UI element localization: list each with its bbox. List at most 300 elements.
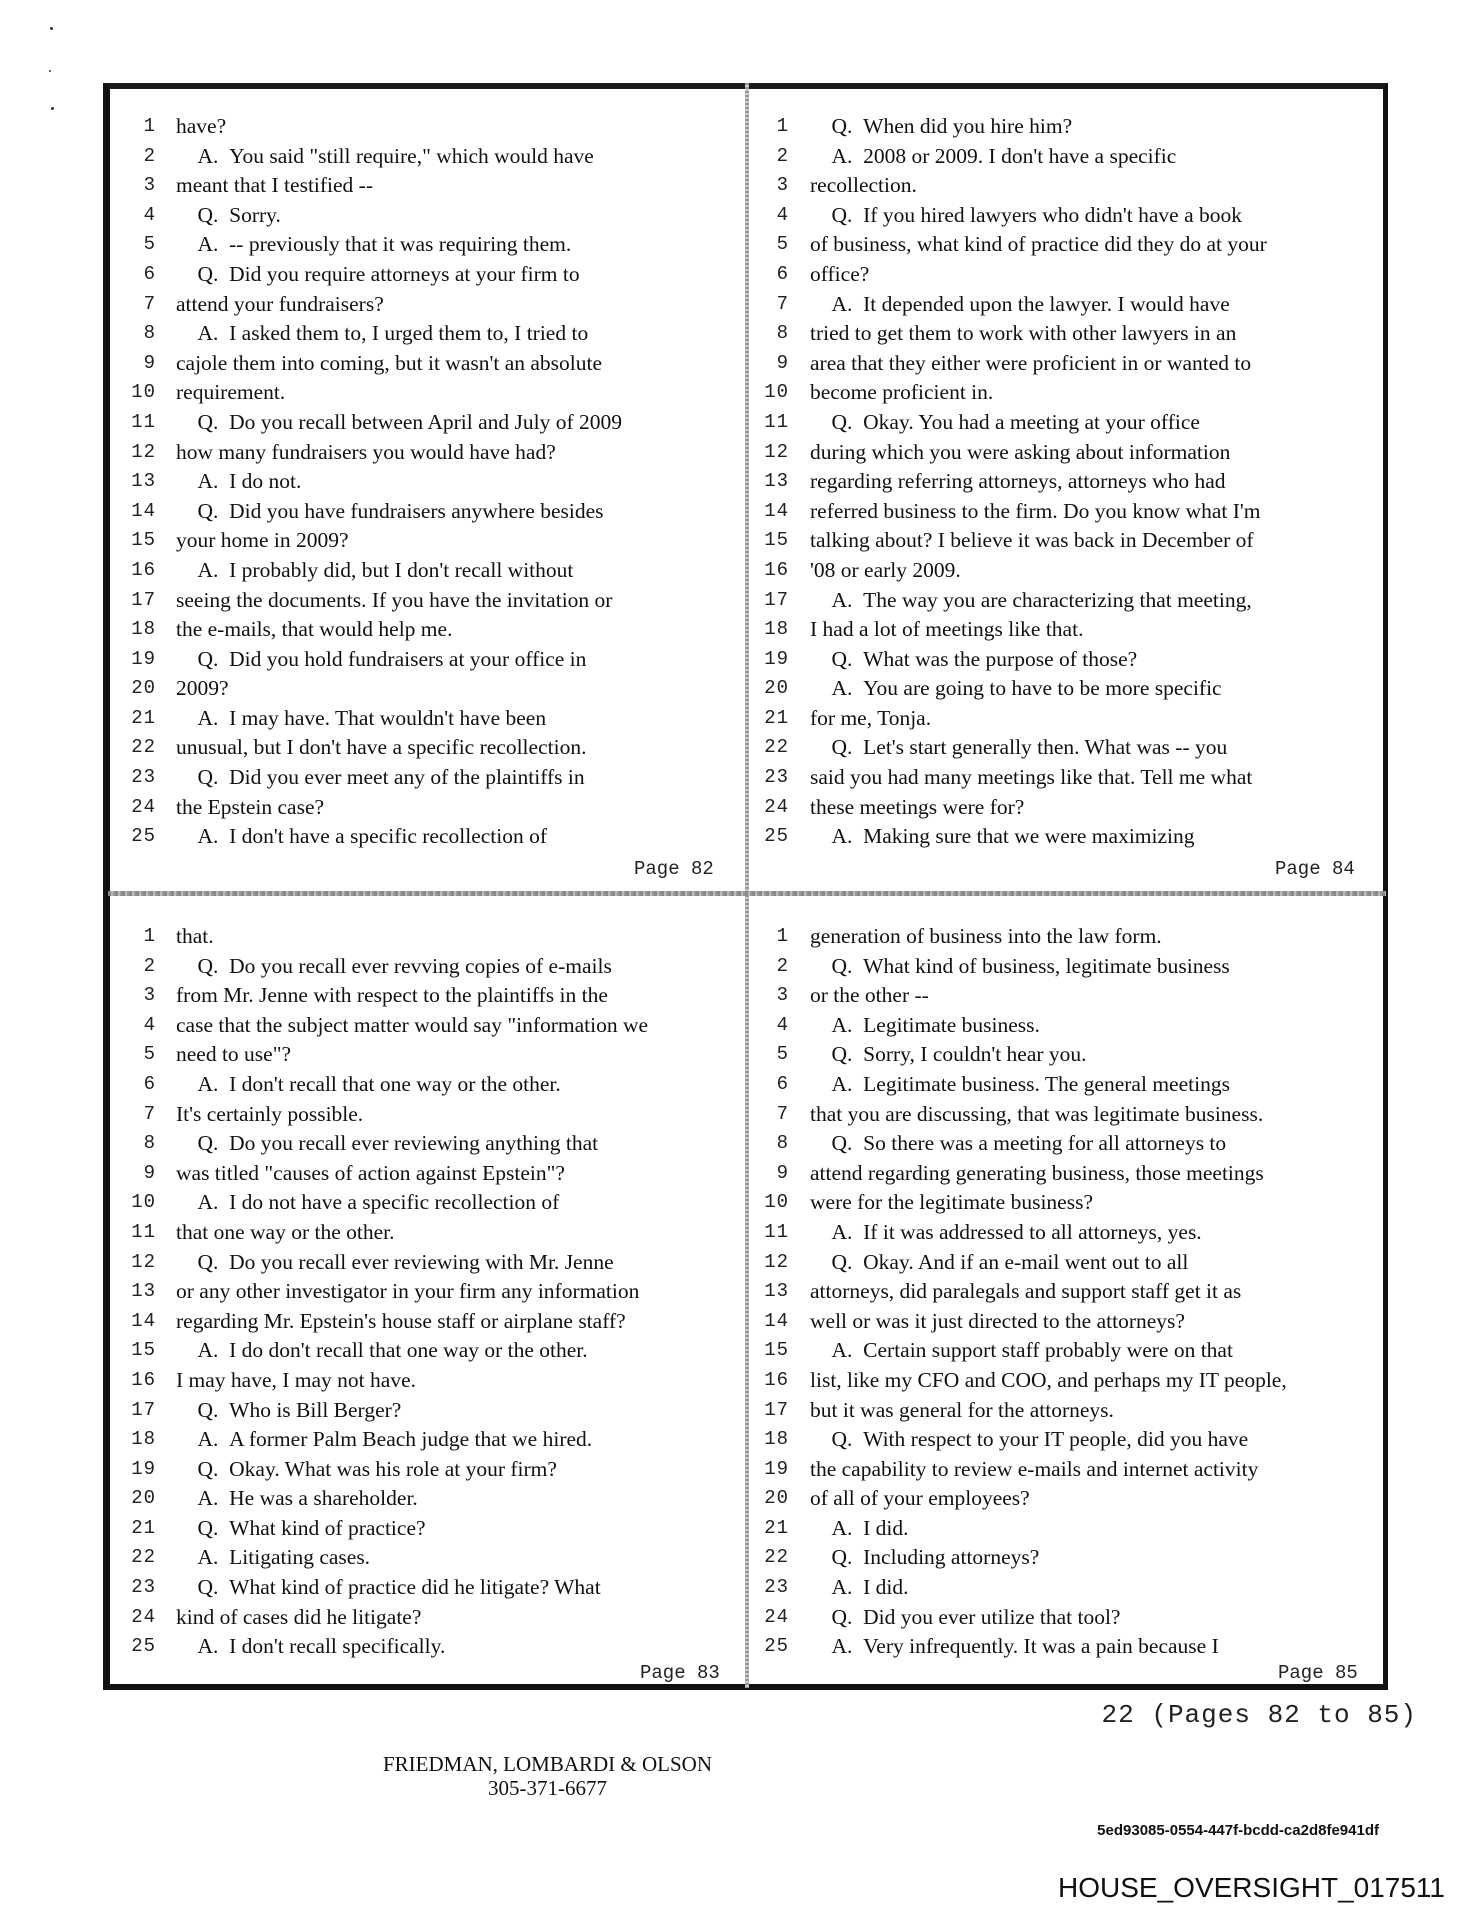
line-number: 13 (131, 1280, 156, 1303)
line-text: A. I do don't recall that one way or the other. (176, 1338, 588, 1363)
line-text: Q. Did you hold fundraisers at your office in (176, 646, 587, 671)
horizontal-page-divider (108, 891, 1386, 896)
transcript-line (755, 319, 1385, 349)
line-text: Q. Did you require attorneys at your firm to (176, 261, 580, 286)
line-text: your home in 2009? (176, 528, 349, 553)
transcript-line (755, 952, 1385, 982)
line-number: 2 (776, 954, 789, 977)
transcript-line (755, 615, 1385, 645)
transcript-line (755, 1366, 1385, 1396)
line-number: 9 (143, 1161, 156, 1184)
line-number: 23 (131, 766, 156, 789)
line-text: attend regarding generating business, those meetings (810, 1160, 1264, 1185)
transcript-line (755, 378, 1385, 408)
transcript-line (112, 319, 742, 349)
line-number: 24 (764, 1605, 789, 1628)
line-text: meant that I testified -- (176, 173, 374, 198)
line-number: 3 (776, 174, 789, 197)
line-text: was titled "causes of action against Epstein"? (176, 1160, 565, 1185)
line-text: '08 or early 2009. (810, 557, 961, 582)
transcript-line (112, 981, 742, 1011)
line-text: Q. If you hired lawyers who didn't have a book (810, 202, 1242, 227)
line-text: generation of business into the law form. (810, 924, 1162, 948)
line-number: 11 (131, 1220, 156, 1243)
line-text: for me, Tonja. (810, 705, 932, 730)
line-text: A. Making sure that we were maximizing (810, 824, 1195, 849)
line-number: 11 (764, 1220, 789, 1243)
line-text: A. I do not have a specific recollection of (176, 1190, 560, 1215)
page-label: Page 83 (640, 1662, 720, 1684)
line-number: 15 (131, 1339, 156, 1362)
line-text: office? (810, 261, 870, 286)
transcript-line (755, 171, 1385, 201)
line-number: 7 (776, 1102, 789, 1125)
line-text: need to use"? (176, 1042, 292, 1067)
line-text: A. Litigating cases. (176, 1545, 371, 1570)
line-text: A. The way you are characterizing that meeting, (810, 587, 1252, 612)
line-text: Q. Who is Bill Berger? (176, 1397, 402, 1422)
line-number: 25 (764, 825, 789, 848)
line-number: 6 (143, 1072, 156, 1095)
line-number: 12 (764, 440, 789, 463)
line-text: A. I asked them to, I urged them to, I tried to (176, 321, 589, 346)
transcript-page-85 (755, 922, 1385, 1662)
line-text: attorneys, did paralegals and support staff get it as (810, 1279, 1242, 1304)
transcript-line (755, 1396, 1385, 1426)
transcript-line (755, 201, 1385, 231)
line-text: A. It depended upon the lawyer. I would have (810, 291, 1230, 316)
line-text: Q. Sorry. (176, 202, 281, 227)
line-number: 19 (764, 1457, 789, 1480)
transcript-line (112, 1573, 742, 1603)
transcript-line (112, 112, 742, 142)
transcript-line (755, 230, 1385, 260)
line-text: talking about? I believe it was back in December of (810, 528, 1254, 553)
line-number: 19 (764, 647, 789, 670)
line-number: 20 (764, 1487, 789, 1510)
transcript-line (112, 1011, 742, 1041)
line-number: 12 (764, 1250, 789, 1273)
line-text: unusual, but I don't have a specific recollection. (176, 735, 587, 760)
transcript-line (755, 290, 1385, 320)
line-text: A. I probably did, but I don't recall without (176, 557, 574, 582)
transcript-line (112, 674, 742, 704)
line-number: 23 (131, 1576, 156, 1599)
line-text: A. I did. (810, 1575, 909, 1600)
transcript-line (755, 408, 1385, 438)
transcript-line (112, 1455, 742, 1485)
line-text: requirement. (176, 380, 286, 405)
transcript-line (755, 704, 1385, 734)
line-text: Q. Including attorneys? (810, 1545, 1040, 1570)
line-text: Q. Sorry, I couldn't hear you. (810, 1042, 1087, 1067)
transcript-line (112, 1484, 742, 1514)
line-text: A. Very infrequently. It was a pain because I (810, 1634, 1219, 1659)
scan-speck (50, 27, 53, 30)
transcript-line (755, 497, 1385, 527)
line-text: well or was it just directed to the attorneys? (810, 1308, 1185, 1333)
transcript-line (755, 1070, 1385, 1100)
court-reporter-firm (0, 1752, 1277, 1800)
line-text: list, like my CFO and COO, and perhaps my IT people, (810, 1367, 1287, 1392)
line-number: 17 (764, 588, 789, 611)
line-number: 15 (131, 529, 156, 552)
transcript-line (755, 674, 1385, 704)
line-number: 16 (764, 1368, 789, 1391)
line-number: 15 (764, 529, 789, 552)
line-number: 4 (143, 1013, 156, 1036)
transcript-line (112, 1277, 742, 1307)
transcript-line (112, 1425, 742, 1455)
line-number: 3 (776, 984, 789, 1007)
line-number: 10 (764, 381, 789, 404)
line-text: Q. Let's start generally then. What was -- you (810, 735, 1228, 760)
line-text: of all of your employees? (810, 1486, 1030, 1511)
line-text: that. (176, 924, 214, 948)
transcript-line (112, 645, 742, 675)
transcript-line (755, 793, 1385, 823)
line-text: seeing the documents. If you have the invitation or (176, 587, 613, 612)
transcript-line (755, 1129, 1385, 1159)
line-text: A. I may have. That wouldn't have been (176, 705, 547, 730)
transcript-line (755, 1248, 1385, 1278)
line-text: Q. What kind of business, legitimate business (810, 953, 1230, 978)
line-text: Q. Do you recall ever revving copies of e-mails (176, 953, 612, 978)
transcript-line (755, 645, 1385, 675)
transcript-line (755, 438, 1385, 468)
line-text: or the other -- (810, 983, 929, 1008)
line-text: A. If it was addressed to all attorneys, yes. (810, 1219, 1202, 1244)
transcript-line (755, 1159, 1385, 1189)
line-number: 19 (131, 1457, 156, 1480)
page-range-summary: 22 (Pages 82 to 85) (1101, 1700, 1417, 1730)
transcript-line (112, 497, 742, 527)
line-number: 25 (764, 1635, 789, 1658)
transcript-line (112, 526, 742, 556)
line-text: A. Legitimate business. (810, 1012, 1040, 1037)
line-number: 20 (131, 1487, 156, 1510)
line-text: kind of cases did he litigate? (176, 1604, 422, 1629)
firm-phone: 305-371-6677 (488, 1776, 607, 1800)
line-text: A. You said "still require," which would have (176, 143, 594, 168)
line-number: 11 (131, 410, 156, 433)
line-number: 18 (764, 618, 789, 641)
line-text: A. I do not. (176, 469, 302, 494)
line-number: 9 (776, 351, 789, 374)
transcript-line (112, 793, 742, 823)
transcript-line (755, 1040, 1385, 1070)
line-number: 24 (131, 795, 156, 818)
line-text: case that the subject matter would say "information we (176, 1012, 649, 1037)
line-number: 2 (776, 144, 789, 167)
line-number: 15 (764, 1339, 789, 1362)
transcript-line (755, 922, 1385, 952)
line-number: 22 (131, 1546, 156, 1569)
transcript-line (755, 260, 1385, 290)
line-text: were for the legitimate business? (810, 1190, 1093, 1215)
transcript-line (112, 230, 742, 260)
transcript-line (112, 1307, 742, 1337)
line-text: regarding Mr. Epstein's house staff or airplane staff? (176, 1308, 626, 1333)
line-text: A. 2008 or 2009. I don't have a specific (810, 143, 1177, 168)
scan-speck (49, 70, 51, 72)
line-number: 17 (131, 1398, 156, 1421)
line-number: 16 (131, 558, 156, 581)
line-text: Q. What was the purpose of those? (810, 646, 1138, 671)
line-text: A. He was a shareholder. (176, 1486, 418, 1511)
line-number: 21 (131, 706, 156, 729)
transcript-line (755, 1484, 1385, 1514)
transcript-line (755, 1188, 1385, 1218)
line-text: Q. Do you recall between April and July of 2009 (176, 409, 623, 434)
line-text: I may have, I may not have. (176, 1367, 416, 1392)
line-number: 3 (143, 984, 156, 1007)
line-text: Q. So there was a meeting for all attorneys to (810, 1131, 1227, 1156)
line-text: of business, what kind of practice did they do at your (810, 232, 1267, 257)
line-number: 25 (131, 825, 156, 848)
transcript-line (755, 1455, 1385, 1485)
transcript-line (755, 1543, 1385, 1573)
line-number: 4 (776, 203, 789, 226)
line-number: 14 (764, 499, 789, 522)
transcript-line (755, 526, 1385, 556)
transcript-line (112, 408, 742, 438)
transcript-line (755, 1011, 1385, 1041)
transcript-line (755, 1307, 1385, 1337)
line-text: A. A former Palm Beach judge that we hired. (176, 1427, 593, 1452)
line-text: during which you were asking about information (810, 439, 1231, 464)
line-number: 13 (131, 470, 156, 493)
transcript-line (112, 922, 742, 952)
transcript-line (112, 1396, 742, 1426)
vertical-page-divider (745, 83, 749, 1688)
bates-number: HOUSE_OVERSIGHT_017511 (1058, 1872, 1445, 1903)
transcript-line (112, 349, 742, 379)
line-number: 3 (143, 174, 156, 197)
line-number: 7 (143, 292, 156, 315)
transcript-line (112, 952, 742, 982)
line-text: from Mr. Jenne with respect to the plaintiffs in the (176, 983, 608, 1008)
line-number: 20 (131, 677, 156, 700)
transcript-line (112, 1514, 742, 1544)
line-text: Q. Do you recall ever reviewing with Mr. Jenne (176, 1249, 614, 1274)
transcript-line (755, 1632, 1385, 1662)
transcript-line (112, 1040, 742, 1070)
line-text: have? (176, 114, 227, 138)
line-number: 24 (131, 1605, 156, 1628)
scan-speck (51, 107, 54, 110)
line-number: 14 (131, 1309, 156, 1332)
line-text: Q. Okay. You had a meeting at your office (810, 409, 1200, 434)
line-text: Q. When did you hire him? (810, 114, 1073, 138)
transcript-line (112, 1336, 742, 1366)
line-text: Q. Okay. And if an e-mail went out to all (810, 1249, 1189, 1274)
line-number: 24 (764, 795, 789, 818)
transcript-line (755, 733, 1385, 763)
transcript-line (112, 201, 742, 231)
line-number: 21 (131, 1516, 156, 1539)
transcript-line (112, 1248, 742, 1278)
line-number: 6 (776, 262, 789, 285)
line-text: attend your fundraisers? (176, 291, 384, 316)
transcript-line (755, 1514, 1385, 1544)
line-number: 1 (776, 115, 789, 137)
line-number: 5 (143, 233, 156, 256)
line-number: 1 (776, 925, 789, 947)
transcript-line (112, 556, 742, 586)
line-text: A. Certain support staff probably were on that (810, 1338, 1233, 1363)
line-text: said you had many meetings like that. Tell me what (810, 765, 1253, 790)
transcript-line (112, 438, 742, 468)
line-number: 18 (764, 1428, 789, 1451)
page-label: Page 82 (634, 858, 714, 880)
document-id: 5ed93085-0554-447f-bcdd-ca2d8fe941df (1097, 1822, 1379, 1839)
line-text: A. You are going to have to be more specific (810, 676, 1222, 701)
line-number: 4 (776, 1013, 789, 1036)
line-text: A. I don't recall specifically. (176, 1634, 446, 1659)
line-number: 5 (776, 1043, 789, 1066)
line-number: 21 (764, 1516, 789, 1539)
line-number: 17 (764, 1398, 789, 1421)
transcript-line (755, 763, 1385, 793)
transcript-line (112, 260, 742, 290)
transcript-line (112, 1603, 742, 1633)
transcript-line (112, 763, 742, 793)
transcript-line (755, 1277, 1385, 1307)
transcript-line (755, 1425, 1385, 1455)
line-text: area that they either were proficient in or wanted to (810, 350, 1252, 375)
line-number: 9 (776, 1161, 789, 1184)
line-number: 18 (131, 1428, 156, 1451)
line-text: Q. Okay. What was his role at your firm? (176, 1456, 557, 1481)
line-number: 10 (131, 381, 156, 404)
line-number: 5 (143, 1043, 156, 1066)
line-text: or any other investigator in your firm any information (176, 1279, 640, 1304)
line-text: recollection. (810, 173, 917, 198)
line-number: 10 (764, 1191, 789, 1214)
line-number: 7 (143, 1102, 156, 1125)
line-number: 16 (131, 1368, 156, 1391)
transcript-line (112, 1632, 742, 1662)
line-number: 6 (143, 262, 156, 285)
line-number: 13 (764, 1280, 789, 1303)
line-number: 21 (764, 706, 789, 729)
line-number: 23 (764, 1576, 789, 1599)
transcript-page-83 (112, 922, 742, 1662)
transcript-line (112, 1159, 742, 1189)
transcript-line (112, 1100, 742, 1130)
line-number: 17 (131, 588, 156, 611)
line-number: 16 (764, 558, 789, 581)
line-text: these meetings were for? (810, 794, 1025, 819)
transcript-line (755, 112, 1385, 142)
line-number: 22 (131, 736, 156, 759)
transcript-line (755, 1218, 1385, 1248)
line-text: the capability to review e-mails and internet activity (810, 1456, 1259, 1481)
line-number: 12 (131, 1250, 156, 1273)
line-text: the Epstein case? (176, 794, 325, 819)
line-number: 6 (776, 1072, 789, 1095)
line-number: 22 (764, 736, 789, 759)
line-text: I had a lot of meetings like that. (810, 617, 1084, 642)
transcript-line (112, 1543, 742, 1573)
transcript-page-84 (755, 112, 1385, 852)
line-number: 8 (776, 322, 789, 345)
line-number: 19 (131, 647, 156, 670)
line-number: 14 (764, 1309, 789, 1332)
line-text: referred business to the firm. Do you know what I'm (810, 498, 1261, 523)
line-number: 10 (131, 1191, 156, 1214)
transcript-line (755, 586, 1385, 616)
line-text: It's certainly possible. (176, 1101, 364, 1126)
line-number: 13 (764, 470, 789, 493)
line-number: 4 (143, 203, 156, 226)
transcript-line (112, 1070, 742, 1100)
line-number: 23 (764, 766, 789, 789)
transcript-line (755, 1336, 1385, 1366)
page-label: Page 85 (1278, 1662, 1358, 1684)
line-text: that one way or the other. (176, 1219, 395, 1244)
line-text: A. I don't have a specific recollection of (176, 824, 548, 849)
line-number: 22 (764, 1546, 789, 1569)
line-text: that you are discussing, that was legitimate business. (810, 1101, 1264, 1126)
line-number: 18 (131, 618, 156, 641)
line-number: 1 (143, 115, 156, 137)
transcript-line (755, 822, 1385, 852)
transcript-line (755, 349, 1385, 379)
line-text: Q. What kind of practice did he litigate? What (176, 1575, 601, 1600)
transcript-line (755, 467, 1385, 497)
transcript-line (755, 1573, 1385, 1603)
line-text: the e-mails, that would help me. (176, 617, 453, 642)
transcript-line (112, 290, 742, 320)
line-text: Q. Do you recall ever reviewing anything that (176, 1131, 599, 1156)
line-number: 2 (143, 144, 156, 167)
transcript-line (112, 615, 742, 645)
line-number: 12 (131, 440, 156, 463)
line-text: Q. Did you ever utilize that tool? (810, 1604, 1121, 1629)
line-number: 9 (143, 351, 156, 374)
transcript-line (755, 1100, 1385, 1130)
transcript-line (112, 1129, 742, 1159)
line-number: 5 (776, 233, 789, 256)
line-number: 8 (776, 1132, 789, 1155)
line-number: 14 (131, 499, 156, 522)
page-label: Page 84 (1275, 858, 1355, 880)
transcript-line (112, 704, 742, 734)
line-number: 8 (143, 322, 156, 345)
transcript-line (112, 733, 742, 763)
line-number: 2 (143, 954, 156, 977)
transcript-line (112, 822, 742, 852)
transcript-line (755, 1603, 1385, 1633)
line-text: cajole them into coming, but it wasn't an absolute (176, 350, 603, 375)
line-text: 2009? (176, 676, 229, 701)
transcript-line (755, 556, 1385, 586)
line-text: Q. What kind of practice? (176, 1515, 426, 1540)
transcript-line (112, 586, 742, 616)
transcript-line (112, 142, 742, 172)
line-number: 1 (143, 925, 156, 947)
line-text: Q. Did you have fundraisers anywhere besides (176, 498, 604, 523)
line-text: A. I don't recall that one way or the other. (176, 1071, 561, 1096)
transcript-line (112, 1366, 742, 1396)
line-text: Q. With respect to your IT people, did you have (810, 1427, 1249, 1452)
transcript-line (112, 1188, 742, 1218)
transcript-line (112, 1218, 742, 1248)
transcript-page-82 (112, 112, 742, 852)
transcript-line (755, 142, 1385, 172)
